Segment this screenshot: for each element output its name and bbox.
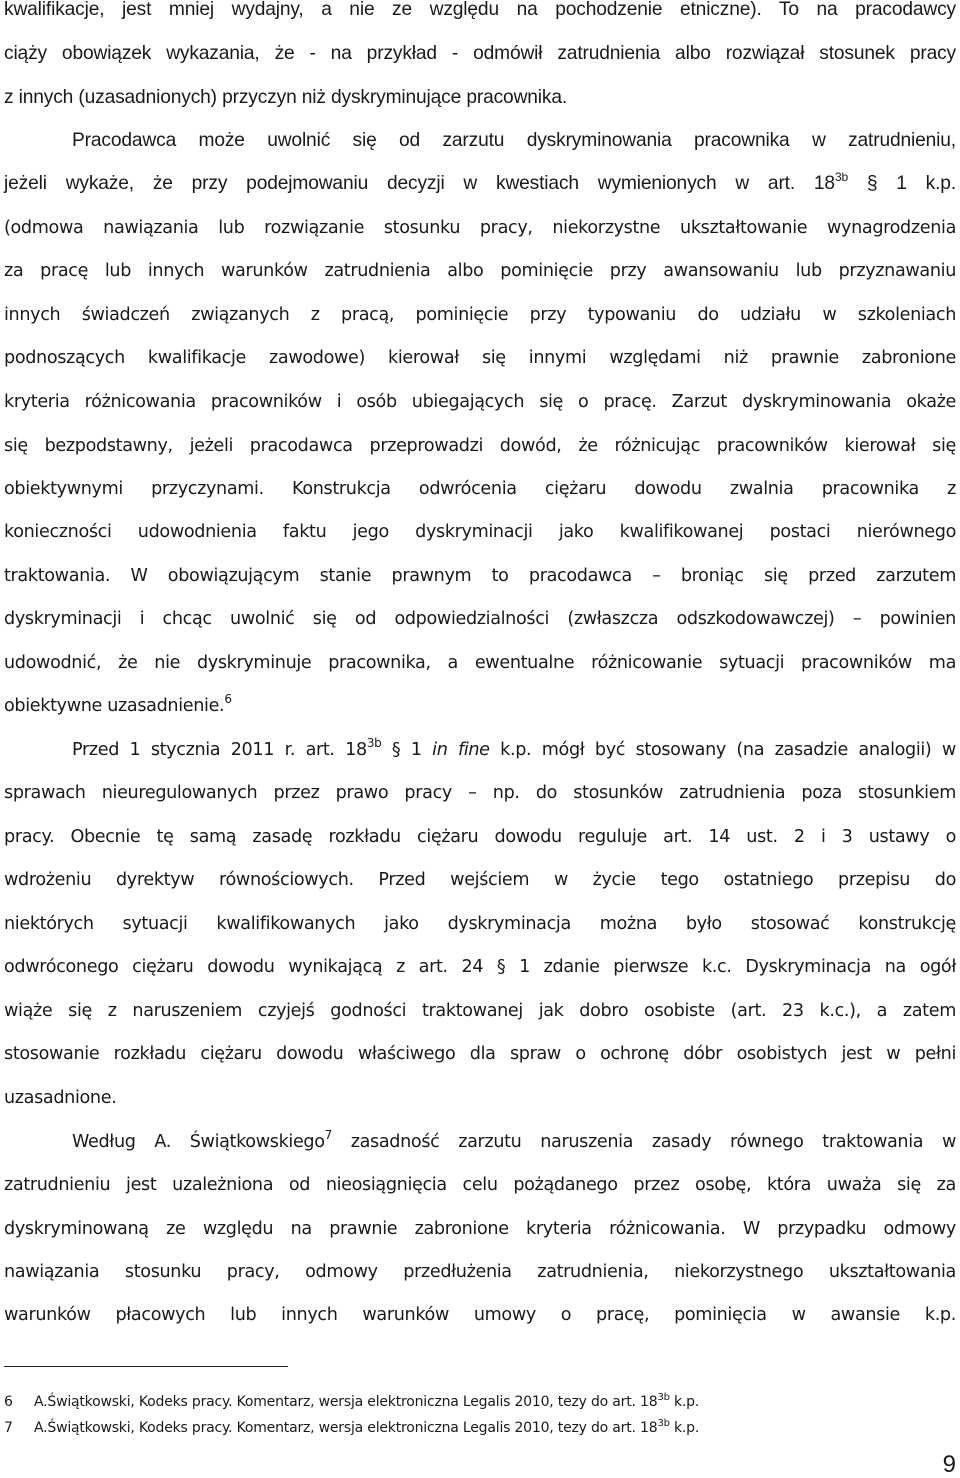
text-segment: Przed 1 stycznia 2011 r. art. 18 (72, 740, 367, 760)
text-segment: 1 (400, 740, 433, 760)
footnote-number: 6 (4, 1394, 13, 1410)
body-line: traktowania. W obowiązującym stanie prawnym to pracodawca – broniąc się przed zarzutem (4, 566, 956, 586)
footnote-text: A.Świątkowski, Kodeks pracy. Komentarz, wersja elektroniczna Legalis 2010, tezy do art. 18 (34, 1420, 658, 1436)
body-line: ciąży obowiązek wykazania, że - na przykład - odmówił zatrudnienia albo rozwiązał stosunek pracy (4, 43, 956, 64)
italic-phrase: in fine (432, 740, 490, 760)
body-line: wdrożeniu dyrektyw równościowych. Przed wejściem w życie tego ostatniego przepisu do (4, 870, 956, 890)
body-line: innych świadczeń związanych z pracą, pominięcie przy typowaniu do udziału w szkoleniach (4, 305, 956, 325)
body-line-with-reference (4, 172, 956, 196)
body-line: dyskryminowaną ze względu na prawnie zabronione kryteria różnicowania. W przypadku odmowy (4, 1219, 956, 1239)
text-segment: jeżeli wykaże, że przy podejmowaniu decyzji w kwestiach wymienionych w art. 18 (4, 173, 835, 194)
footnote-text: A.Świątkowski, Kodeks pracy. Komentarz, wersja elektroniczna Legalis 2010, tezy do art. 18 (34, 1394, 658, 1410)
body-line: udowodnić, że nie dyskryminuje pracownika, a ewentualne różnicowanie sytuacji pracowników ma (4, 653, 956, 673)
body-line: podnoszących kwalifikacje zawodowe) kierował się innymi względami niż prawnie zabronione (4, 348, 956, 368)
page-number: 9 (942, 1451, 956, 1478)
superscript: 3b (366, 736, 382, 750)
body-line: pracy. Obecnie tę samą zasadę rozkładu ciężaru dowodu reguluje art. 14 ust. 2 i 3 ustawy o (4, 827, 956, 847)
text-segment: zasadność zarzutu naruszenia zasady równego traktowania w (331, 1132, 956, 1152)
footnote-ref: 7 (324, 1128, 332, 1142)
footnote-tail: k.p. (669, 1394, 700, 1410)
footnote-tail: k.p. (669, 1420, 700, 1436)
section-sign: § (848, 173, 897, 194)
section-sign: § (381, 740, 401, 760)
body-line: Pracodawca może uwolnić się od zarzutu dyskryminowania pracownika w zatrudnieniu, (72, 130, 956, 151)
body-line: kryteria różnicowania pracowników i osób ubiegających się o pracę. Zarzut dyskryminowania okaże (4, 392, 956, 412)
body-line: nawiązania stosunku pracy, odmowy przedłużenia zatrudnienia, niekorzystnego ukształtowania (4, 1262, 956, 1282)
body-line: konieczności udowodnienia faktu jego dyskryminacji jako kwalifikowanej postaci nierównego (4, 522, 956, 542)
body-line: odwróconego ciężaru dowodu wynikającą z art. 24 § 1 zdanie pierwsze k.c. Dyskryminacja na ogół (4, 957, 956, 977)
body-line: obiektywnymi przyczynami. Konstrukcja odwrócenia ciężaru dowodu zwalnia pracownika z (4, 479, 956, 499)
footnote-number: 7 (4, 1420, 13, 1436)
footnote (4, 1419, 904, 1437)
superscript: 3b (657, 1392, 670, 1403)
body-line: dyskryminacji i chcąc uwolnić się od odpowiedzialności (zwłaszcza odszkodowawczej) – powinien (4, 609, 956, 629)
superscript: 3b (657, 1418, 670, 1429)
text-segment: obiektywne uzasadnienie. (4, 696, 225, 716)
body-line-with-reference (72, 738, 956, 762)
text-segment: k.p. mógł być stosowany (na zasadzie analogii) w (489, 740, 956, 760)
footnote (4, 1393, 904, 1411)
body-line: niektórych sytuacji kwalifikowanych jako dyskryminacja można było stosować konstrukcję (4, 914, 956, 934)
body-line: się bezpodstawny, jeżeli pracodawca przeprowadzi dowód, że różnicując pracowników kierował się (4, 436, 956, 456)
footnote-separator (4, 1366, 288, 1367)
body-line: za pracę lub innych warunków zatrudnienia albo pominięcie przy awansowaniu lub przyznawaniu (4, 261, 956, 281)
body-line-with-footnote (4, 694, 956, 718)
body-line: stosowanie rozkładu ciężaru dowodu właściwego dla spraw o ochronę dóbr osobistych jest w pełni (4, 1044, 956, 1064)
body-line: z innych (uzasadnionych) przyczyn niż dyskryminujące pracownika. (4, 87, 568, 108)
footnote-ref: 6 (224, 692, 232, 706)
body-line: uzasadnione. (4, 1088, 117, 1108)
body-line: warunków płacowych lub innych warunków umowy o pracę, pominięcia w awansie k.p. (4, 1305, 956, 1325)
body-line-with-footnote (72, 1130, 956, 1154)
superscript: 3b (834, 170, 849, 184)
body-line: wiąże się z naruszeniem czyjejś godności traktowanej jak dobro osobiste (art. 23 k.c.), a zatem (4, 1001, 956, 1021)
body-line: kwalifikacje, jest mniej wydajny, a nie ze względu na pochodzenie etniczne). To na pracodawcy (4, 0, 956, 20)
body-line: sprawach nieuregulowanych przez prawo pracy – np. do stosunków zatrudnienia poza stosunkiem (4, 783, 956, 803)
text-segment: Według A. Świątkowskiego (72, 1132, 325, 1152)
text-segment: 1 k.p. (896, 173, 956, 194)
body-line: (odmowa nawiązania lub rozwiązanie stosunku pracy, niekorzystne ukształtowanie wynagrodzenia (4, 218, 956, 238)
body-line: zatrudnieniu jest uzależniona od nieosiągnięcia celu pożądanego przez osobę, która uważa się za (4, 1175, 956, 1195)
